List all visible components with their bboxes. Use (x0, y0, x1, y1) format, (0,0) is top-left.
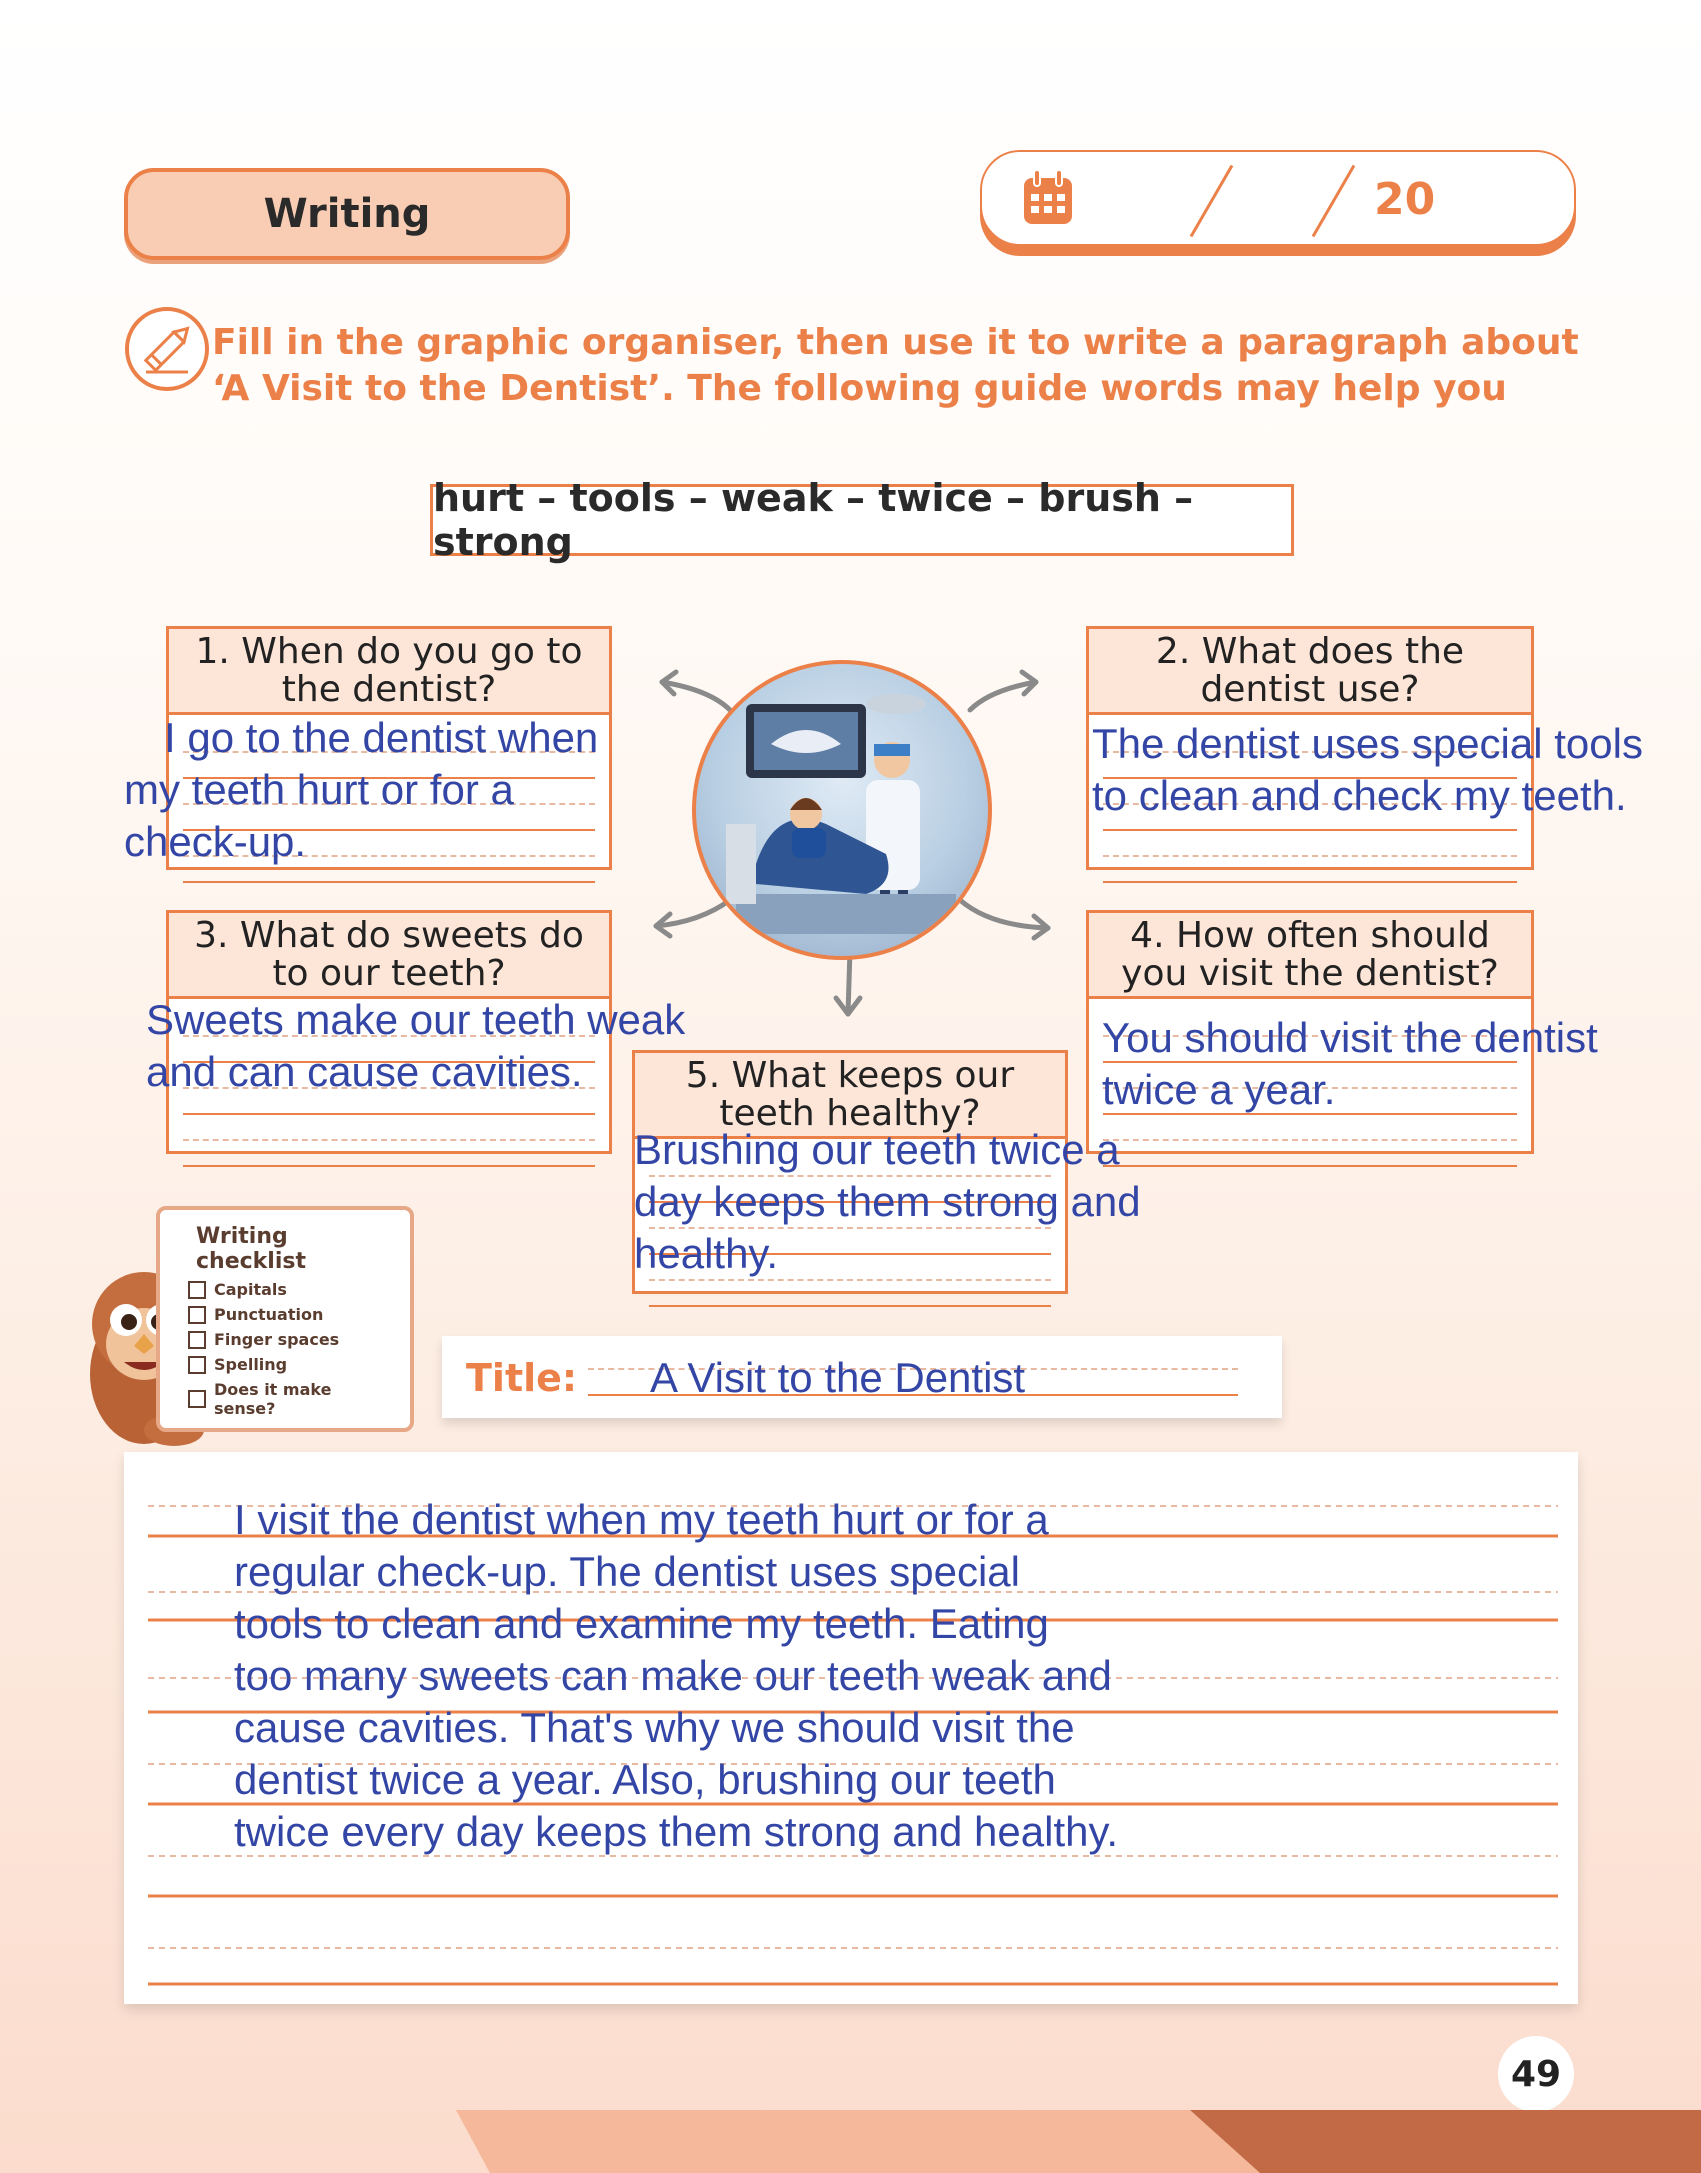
paragraph-line: twice every day keeps them strong and healthy. (234, 1808, 1119, 1855)
answer-5[interactable]: Brushing our teeth twice a day keeps them strong and healthy. (634, 1126, 1141, 1277)
date-separator (1190, 165, 1234, 238)
checklist-item-label: Spelling (214, 1355, 288, 1374)
writing-checklist (156, 1206, 414, 1432)
checkbox[interactable] (188, 1356, 206, 1374)
answer-3[interactable]: Sweets make our teeth weak and can cause cavities. (146, 996, 686, 1095)
checklist-item[interactable] (188, 1280, 398, 1299)
date-separator (1312, 165, 1356, 238)
checkbox[interactable] (188, 1306, 206, 1324)
checklist-item[interactable] (188, 1380, 398, 1418)
checklist-item[interactable] (188, 1330, 398, 1349)
instruction-text: Fill in the graphic organiser, then use it to write a paragraph about ‘A Visit to the Dentist’. The following guide words may help you (212, 322, 1579, 409)
paragraph-text[interactable] (234, 1494, 1118, 1858)
checklist-item[interactable] (188, 1355, 398, 1374)
title-field (442, 1336, 1282, 1418)
question-3: 3. What do sweets do to our teeth? (169, 913, 609, 999)
question-5: 5. What keeps our teeth healthy? (635, 1053, 1065, 1139)
question-1: 1. When do you go to the dentist? (169, 629, 609, 715)
answer-1[interactable]: I go to the dentist when my teeth hurt or for a check-up. (124, 714, 599, 865)
footer-band (0, 2110, 1701, 2173)
date-year: 20 (1374, 174, 1436, 225)
answer-2[interactable]: The dentist uses special tools to clean and check my teeth. (1092, 720, 1643, 819)
paragraph-line: I visit the dentist when my teeth hurt or for a (234, 1496, 1049, 1543)
checkbox[interactable] (188, 1281, 206, 1299)
checklist-item-label: Punctuation (214, 1305, 324, 1324)
answer-4[interactable]: You should visit the dentist twice a year. (1102, 1014, 1598, 1113)
question-2: 2. What does the dentist use? (1089, 629, 1531, 715)
title-label: Title: (466, 1356, 578, 1400)
checklist-title: Writing checklist (196, 1224, 306, 1274)
checklist-item-label: Capitals (214, 1280, 287, 1299)
paragraph-box (124, 1452, 1578, 2004)
checkbox[interactable] (188, 1390, 206, 1408)
dentist-illustration (692, 660, 992, 960)
paragraph-line: cause cavities. That's why we should visit the (234, 1704, 1075, 1751)
paragraph-line: too many sweets can make our teeth weak and (234, 1652, 1112, 1699)
paragraph-line: tools to clean and examine my teeth. Eating (234, 1600, 1049, 1647)
calendar-icon (1022, 170, 1074, 226)
question-4: 4. How often should you visit the dentist? (1089, 913, 1531, 999)
checklist-item-label: Finger spaces (214, 1330, 340, 1349)
pencil-icon (124, 306, 210, 392)
paragraph-line: regular check-up. The dentist uses special (234, 1548, 1020, 1595)
guide-words-box: hurt – tools – weak – twice – brush – strong (430, 484, 1294, 556)
checklist-item[interactable] (188, 1305, 398, 1324)
date-box (980, 150, 1576, 246)
page-number: 49 (1498, 2036, 1574, 2112)
title-value[interactable]: A Visit to the Dentist (650, 1354, 1026, 1401)
checkbox[interactable] (188, 1331, 206, 1349)
dentist-scene-image (696, 664, 992, 960)
checklist-item-label: Does it make sense? (213, 1380, 332, 1418)
section-label: Writing (124, 168, 570, 260)
paragraph-line: dentist twice a year. Also, brushing our teeth (234, 1756, 1056, 1803)
